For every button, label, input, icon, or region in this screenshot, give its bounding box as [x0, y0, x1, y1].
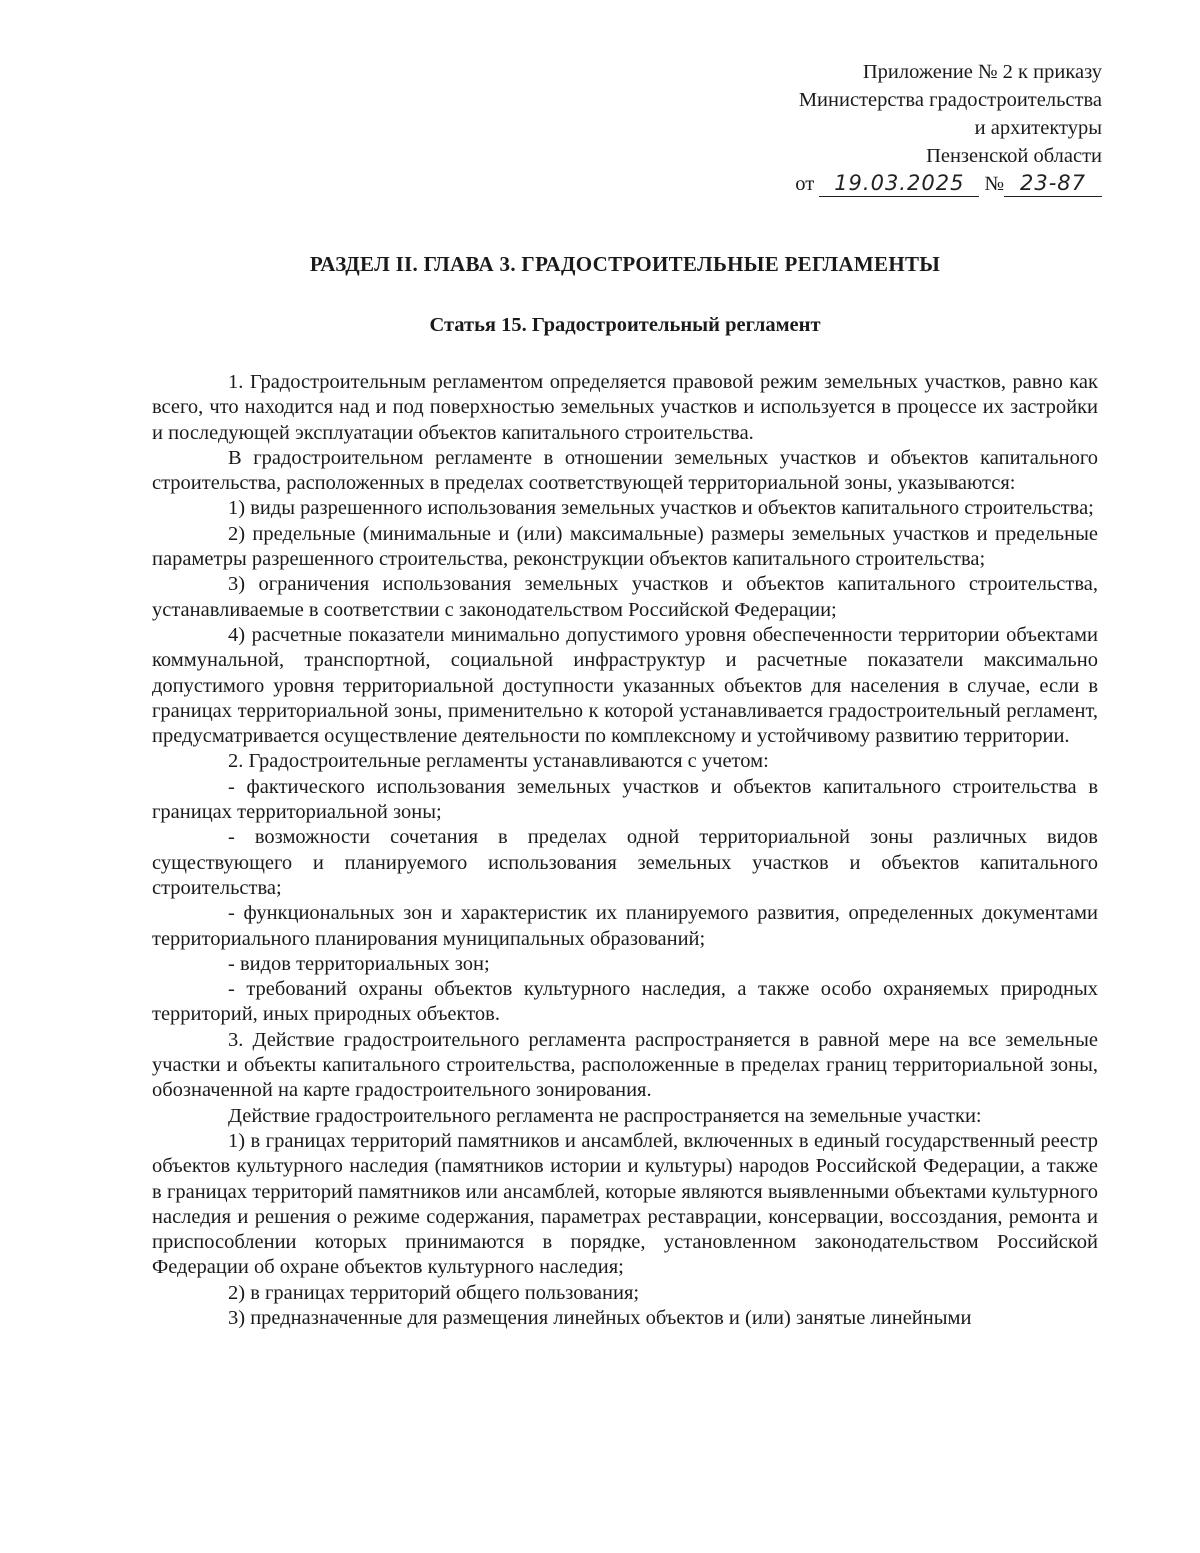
paragraph: 2) в границах территорий общего пользования; — [228, 1281, 640, 1304]
paragraph: В градостроительном регламенте в отношении земельных участков и объектов капитального строительства, расположенных в пределах соответствующей территориальной зоны, указываются: — [152, 446, 1098, 495]
paragraph: 4) расчетные показатели минимально допустимого уровня обеспеченности территории объектами коммунальной, транспортной, социальной инфраструктур и расчетные показатели максимально допустимого уровня территориальной доступности указанных объектов для населения в случае, если в границах территориальной зоны, применительно к которой устанавливается градостроительный регламент, предусматривается осуществление деятельности по комплексному и устойчивому развитию территории. — [152, 623, 1098, 748]
article-body — [152, 370, 1098, 1331]
section-title: РАЗДЕЛ II. ГЛАВА 3. ГРАДОСТРОИТЕЛЬНЫЕ РЕГЛАМЕНТЫ — [309, 252, 941, 276]
article-title: Статья 15. Градостроительный регламент — [429, 314, 821, 336]
date-prefix: от — [795, 173, 815, 195]
header-line-appendix: Приложение № 2 к приказу — [862, 61, 1102, 83]
order-number-field — [1004, 171, 1102, 197]
header-line-region: Пензенской области — [926, 145, 1102, 167]
paragraph: 3) ограничения использования земельных участков и объектов капитального строительства, устанавливаемые в соответствии с законодательством Российской Федерации; — [152, 573, 1098, 621]
paragraph: 3. Действие градостроительного регламента распространяется в равной мере на все земельные участки и объекты капитального строительства, расположенные в пределах границ территориальной зоны, обозначенной на карте градостроительного зонирования. — [152, 1028, 1098, 1102]
header-line-architecture: и архитектуры — [974, 117, 1102, 139]
paragraph: Действие градостроительного регламента не распространяется на земельные участки: — [228, 1104, 982, 1127]
paragraph: - возможности сочетания в пределах одной территориальной зоны различных видов существующего и планируемого использования земельных участков и объектов капитального строительства; — [152, 826, 1098, 899]
paragraph: 1. Градостроительным регламентом определяется правовой режим земельных участков, равно как всего, что находится над и под поверхностью земельных участков и используется в процессе их застройки и последующей эксплуатации объектов капитального строительства. — [152, 371, 1098, 444]
order-date-field — [819, 171, 979, 197]
paragraph: - требований охраны объектов культурного наследия, а также особо охраняемых природных территорий, иных природных объектов. — [152, 978, 1098, 1026]
header-line-ministry: Министерства градостроительства — [798, 89, 1102, 111]
paragraph: - фактического использования земельных участков и объектов капитального строительства в границах территориальной зоны; — [152, 775, 1098, 824]
order-date-value: 19.03.2025 — [834, 171, 965, 195]
paragraph: 2. Градостроительные регламенты устанавливаются с учетом: — [228, 750, 769, 773]
order-appendix-header — [682, 58, 1102, 198]
paragraph: 3) предназначенные для размещения линейных объектов и (или) занятые линейными — [228, 1306, 972, 1329]
paragraph: 1) виды разрешенного использования земельных участков и объектов капитального строительства; — [228, 497, 1094, 520]
order-number-value: 23-87 — [1019, 171, 1087, 195]
number-prefix: № — [984, 173, 1004, 195]
order-date-line — [682, 170, 1102, 198]
paragraph: 1) в границах территорий памятников и ансамблей, включенных в единый государственный реестр объектов культурного наследия (памятников истории и культуры) народов Российской Федерации, а также в границах территорий памятников или ансамблей, которые являются выявленными объектами культурного наследия и решения о режиме содержания, параметрах реставрации, консервации, воссоздания, ремонта и приспособлении которых принимаются в порядке, установленном законодательством Российской Федерации об охране объектов культурного наследия; — [152, 1129, 1098, 1279]
paragraph: - функциональных зон и характеристик их планируемого развития, определенных документами территориального планирования муниципальных образований; — [152, 902, 1098, 950]
paragraph: 2) предельные (минимальные и (или) максимальные) размеры земельных участков и предельные параметры разрешенного строительства, реконструкции объектов капитального строительства; — [152, 522, 1098, 571]
paragraph: - видов территориальных зон; — [228, 952, 490, 975]
